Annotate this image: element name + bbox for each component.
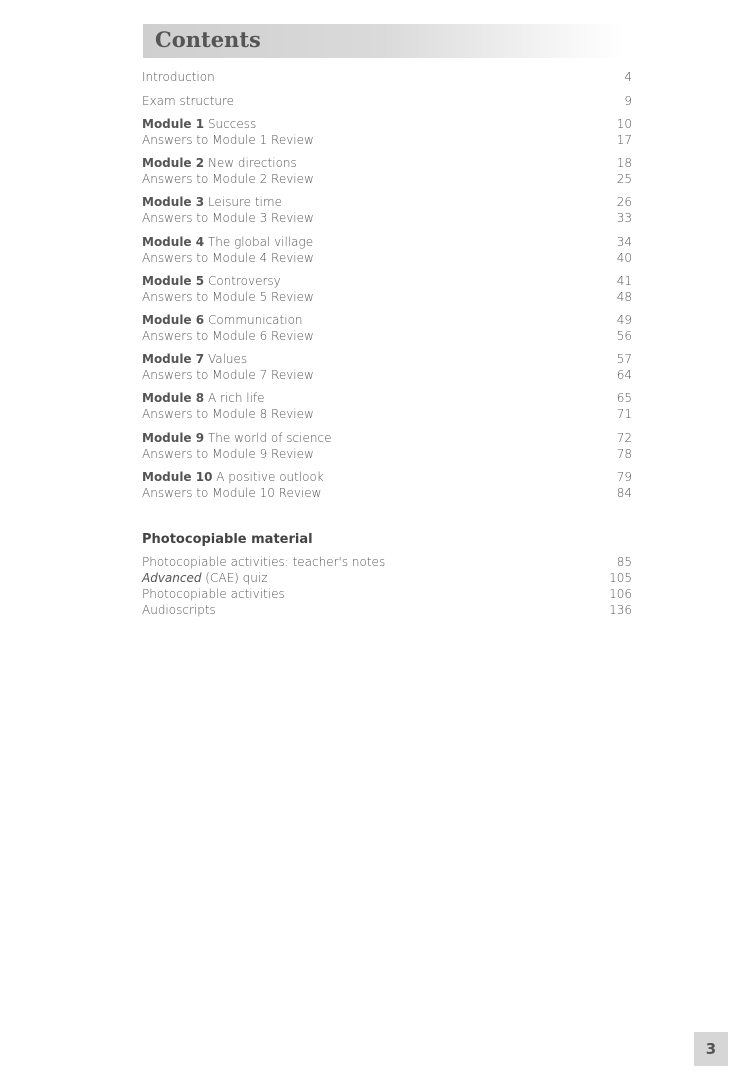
toc-entry[interactable] — [142, 406, 632, 422]
entry-page: 17 — [616, 133, 632, 147]
module-number: Module 6 — [142, 313, 205, 327]
entry-page: 56 — [616, 329, 632, 343]
entry-page: 136 — [609, 603, 632, 617]
entry-page: 65 — [616, 391, 632, 406]
text: Advanced — [142, 571, 202, 585]
entry-page: 10 — [616, 117, 632, 131]
toc-entry[interactable] — [142, 312, 632, 328]
entry-page: 40 — [616, 250, 632, 265]
toc-entry[interactable] — [142, 210, 632, 226]
text: Audioscripts — [142, 603, 216, 617]
entry-page: 41 — [616, 273, 632, 288]
text: The world of science — [207, 430, 332, 445]
text: Exam structure — [142, 94, 234, 108]
entry-label — [142, 328, 314, 344]
entry-page: 33 — [616, 211, 632, 226]
text: The global village — [207, 234, 314, 249]
entry-page: 49 — [616, 313, 632, 327]
toc-group — [142, 155, 632, 187]
text: Photocopiable activities: teacher's notes — [142, 555, 386, 569]
module-number: Module 9 — [142, 430, 205, 445]
module-number: Module 3 — [142, 195, 205, 210]
toc-entry[interactable] — [142, 155, 632, 171]
entry-label — [142, 554, 385, 570]
text: (CAE) quiz — [201, 571, 268, 585]
toc-entry[interactable] — [142, 132, 632, 148]
toc-group — [142, 430, 632, 462]
module-number: Module 10 — [142, 469, 213, 484]
toc-entry[interactable] — [142, 93, 632, 109]
toc-entry[interactable] — [142, 69, 632, 85]
entry-page: 34 — [616, 234, 632, 249]
text: Values — [207, 352, 248, 367]
text: Answers to Module 3 Review — [142, 211, 314, 226]
toc-entry[interactable] — [142, 328, 632, 344]
entry-page: 48 — [616, 289, 632, 304]
toc-entry[interactable] — [142, 273, 632, 289]
text: Photocopiable activities — [142, 587, 285, 601]
toc-group — [142, 69, 632, 85]
entry-label — [142, 132, 314, 148]
module-number: Module 4 — [142, 234, 205, 249]
toc-entry[interactable] — [142, 367, 632, 383]
entry-page: 57 — [616, 352, 632, 367]
toc-group — [142, 234, 632, 266]
entry-page: 84 — [616, 485, 632, 500]
toc-entry[interactable] — [142, 586, 632, 602]
text: Answers to Module 6 Review — [142, 329, 314, 343]
module-number: Module 2 — [142, 156, 205, 171]
entry-label — [142, 116, 256, 132]
toc-entry[interactable] — [142, 469, 632, 485]
module-number: Module 1 — [142, 117, 205, 131]
toc-entry[interactable] — [142, 234, 632, 250]
entry-label — [142, 250, 314, 266]
entry-label — [142, 155, 297, 171]
entry-label — [142, 430, 331, 446]
toc-entry[interactable] — [142, 116, 632, 132]
entry-page: 71 — [616, 407, 632, 422]
entry-label — [142, 469, 324, 485]
entry-label — [142, 273, 281, 289]
text: Answers to Module 2 Review — [142, 172, 314, 187]
text: Answers to Module 7 Review — [142, 368, 314, 383]
entry-page: 85 — [616, 555, 632, 569]
entry-page: 4 — [624, 70, 632, 84]
text: Introduction — [142, 70, 215, 84]
toc-entry[interactable] — [142, 554, 632, 570]
toc-group — [142, 273, 632, 305]
text: New directions — [207, 156, 297, 171]
toc-entry[interactable] — [142, 430, 632, 446]
entry-label — [142, 570, 268, 586]
toc-entry[interactable] — [142, 390, 632, 406]
entry-label — [142, 390, 265, 406]
entry-label — [142, 312, 303, 328]
entry-page: 18 — [616, 156, 632, 171]
entry-label — [142, 69, 215, 85]
module-number: Module 7 — [142, 352, 205, 367]
toc-group — [142, 570, 632, 586]
photocopiable-heading: Photocopiable material — [142, 532, 313, 547]
entry-label — [142, 194, 282, 210]
toc-entry[interactable] — [142, 171, 632, 187]
entry-label — [142, 351, 247, 367]
page-title: Contents — [155, 27, 261, 52]
toc-entry[interactable] — [142, 250, 632, 266]
toc-group — [142, 194, 632, 226]
text: Success — [207, 117, 257, 131]
text: Answers to Module 9 Review — [142, 446, 314, 461]
text: Answers to Module 8 Review — [142, 407, 314, 422]
text: Answers to Module 5 Review — [142, 289, 314, 304]
entry-label — [142, 93, 234, 109]
entry-page: 72 — [616, 430, 632, 445]
text: A positive outlook — [216, 469, 324, 484]
entry-page: 25 — [616, 172, 632, 187]
title-banner — [143, 24, 623, 58]
toc-entry[interactable] — [142, 570, 632, 586]
text: Answers to Module 4 Review — [142, 250, 314, 265]
toc-entry[interactable] — [142, 485, 632, 501]
entry-page: 105 — [609, 571, 632, 585]
entry-label — [142, 586, 285, 602]
entry-page: 64 — [616, 368, 632, 383]
entry-label — [142, 406, 314, 422]
entry-page: 9 — [624, 94, 632, 108]
text: Controversy — [207, 273, 281, 288]
toc-group — [142, 351, 632, 383]
toc-group — [142, 93, 632, 109]
entry-label — [142, 485, 321, 501]
toc-group — [142, 554, 632, 570]
text: Answers to Module 10 Review — [142, 485, 322, 500]
module-number: Module 8 — [142, 391, 205, 406]
entry-label — [142, 289, 314, 305]
entry-page: 78 — [616, 446, 632, 461]
text: Leisure time — [207, 195, 282, 210]
module-number: Module 5 — [142, 273, 205, 288]
toc-group — [142, 390, 632, 422]
toc-entry[interactable] — [142, 289, 632, 305]
toc-group — [142, 586, 632, 602]
entry-label — [142, 171, 314, 187]
toc-entry[interactable] — [142, 602, 632, 618]
text: Answers to Module 1 Review — [142, 133, 314, 147]
entry-page: 26 — [616, 195, 632, 210]
text: A rich life — [207, 391, 265, 406]
entry-label — [142, 210, 314, 226]
entry-label — [142, 234, 313, 250]
entry-page: 106 — [609, 587, 632, 601]
toc-group — [142, 469, 632, 501]
entry-page: 79 — [616, 469, 632, 484]
toc-group — [142, 116, 632, 148]
entry-label — [142, 446, 314, 462]
toc-entry[interactable] — [142, 446, 632, 462]
toc-entry[interactable] — [142, 351, 632, 367]
entry-label — [142, 367, 314, 383]
toc-group — [142, 602, 632, 618]
toc-entry[interactable] — [142, 194, 632, 210]
entry-label — [142, 602, 216, 618]
text: Communication — [207, 313, 303, 327]
page-number: 3 — [694, 1032, 728, 1066]
toc-group — [142, 312, 632, 344]
